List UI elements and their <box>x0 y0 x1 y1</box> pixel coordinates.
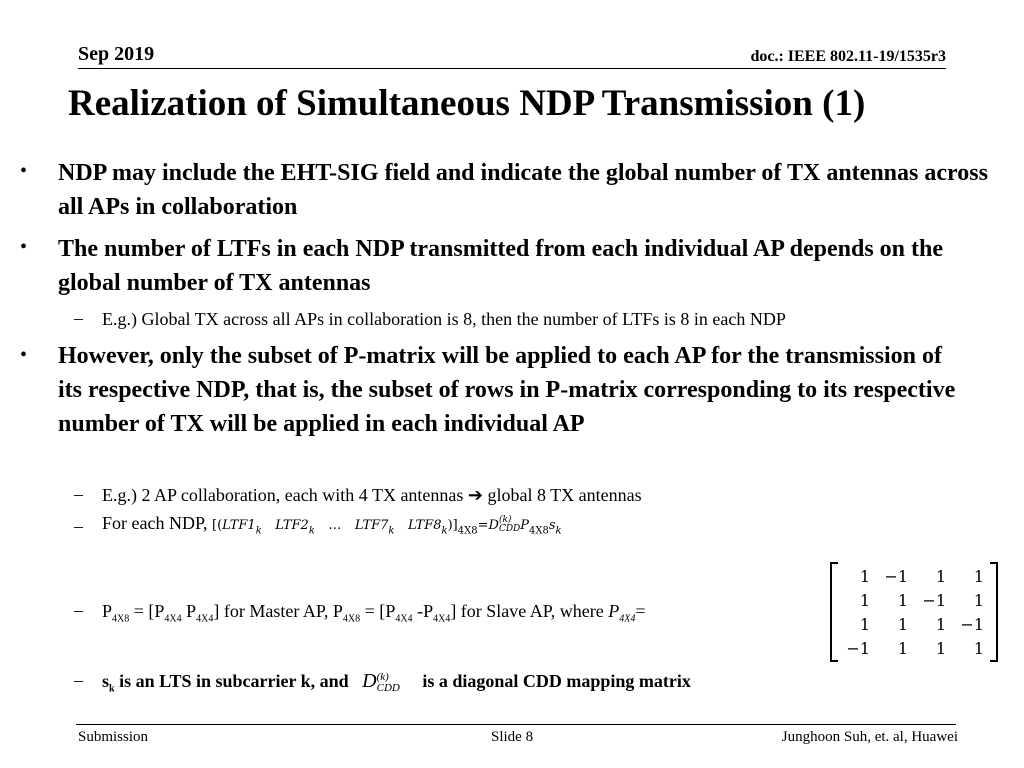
formula-ltf2: LTF2 <box>275 518 309 533</box>
p-matrix <box>830 562 998 660</box>
dash-marker: – <box>74 670 83 690</box>
p-symbol: P <box>186 601 197 621</box>
matrix-cell: 1 <box>897 638 908 658</box>
p-sub-4x8: 4X8 <box>342 613 361 625</box>
matrix-cell: 1 <box>897 590 908 610</box>
matrix-cell: 1 <box>935 638 946 658</box>
formula-ltf8: LTF8 <box>407 518 442 533</box>
matrix-bracket-right <box>990 562 998 662</box>
footer-slide-number: Slide 8 <box>491 729 534 745</box>
header-divider <box>78 68 946 69</box>
p-sub-4x4: 4X4 <box>164 613 182 625</box>
matrix-cell: 1 <box>859 590 870 610</box>
matrix-cell: 1 <box>973 638 984 658</box>
p-equals-bracket: = [ <box>129 601 155 621</box>
sub-bullet-ap-collaboration <box>102 484 642 506</box>
p-symbol: P <box>102 601 113 621</box>
matrix-row <box>838 588 990 612</box>
formula-d-sub: CDD <box>498 523 521 534</box>
p-symbol: P <box>423 601 434 621</box>
bullet-marker: • <box>20 344 28 366</box>
matrix-cell: 1 <box>935 566 946 586</box>
p-symbol: P <box>154 601 165 621</box>
matrix-bracket-left <box>830 562 838 662</box>
p-symbol: P <box>608 601 620 621</box>
p-equals: = <box>635 601 646 621</box>
sk-text: is an LTS in subcarrier k, and <box>114 671 349 691</box>
formula-p-size: 4X8 <box>529 525 549 537</box>
formula-d-sup: (k) <box>498 514 512 525</box>
p-symbol: P <box>385 601 396 621</box>
sk-end-text: is a diagonal CDD mapping matrix <box>422 671 691 691</box>
p-sub-4x4: 4X4 <box>196 613 214 625</box>
p-minus: - <box>412 601 424 621</box>
sub-bullet-global-tx: E.g.) Global TX across all APs in collaboration is 8, then the number of LTFs is 8 in each NDP <box>102 309 786 329</box>
formula-size: 4X8 <box>457 525 478 537</box>
formula-bracket-open: [( <box>212 518 223 533</box>
header-date: Sep 2019 <box>78 43 155 65</box>
sk-d-symbol: D <box>362 670 377 692</box>
matrix-cell: −1 <box>884 566 908 586</box>
matrix-cell: 1 <box>859 614 870 634</box>
matrix-cell: 1 <box>973 566 984 586</box>
formula-sub-k: k <box>255 525 262 537</box>
matrix-cell: 1 <box>935 614 946 634</box>
ap-collab-result: global 8 TX antennas <box>487 485 642 505</box>
p-sub-4x4: 4X4 <box>433 613 451 625</box>
sub-bullet-sk-lts <box>102 670 691 701</box>
p-equals-bracket: = [ <box>360 601 386 621</box>
matrix-cell: 1 <box>973 590 984 610</box>
formula-bracket-close: )] <box>447 518 458 533</box>
sk-s: s <box>102 671 110 691</box>
matrix-cell: 1 <box>897 614 908 634</box>
formula-d: D <box>488 518 499 533</box>
matrix-cell: −1 <box>960 614 984 634</box>
formula-ellipsis: … <box>328 518 342 533</box>
slide-title: Realization of Simultaneous NDP Transmission (1) <box>68 83 866 124</box>
dash-marker: – <box>74 484 83 504</box>
header-doc-id: doc.: IEEE 802.11-19/1535r3 <box>750 48 946 65</box>
sk-d-sup: (k) <box>376 670 389 683</box>
formula-ltf7: LTF7 <box>354 518 389 533</box>
formula-sub-k: k <box>308 525 315 537</box>
matrix-cell: 1 <box>859 566 870 586</box>
formula-p: P <box>520 518 530 533</box>
p-master-text: ] for Master AP, <box>213 601 333 621</box>
matrix-cell: −1 <box>846 638 870 658</box>
matrix-row <box>838 636 990 660</box>
bullet-marker: • <box>20 160 28 182</box>
p-sub-4x8: 4X8 <box>112 613 130 625</box>
formula-sub-k: k <box>388 525 395 537</box>
p-sub-4x4: 4X4 <box>395 613 413 625</box>
sub-bullet-formula <box>102 512 562 543</box>
formula-equals: = <box>477 518 489 533</box>
ap-collab-text: E.g.) 2 AP collaboration, each with 4 TX antennas <box>102 485 464 505</box>
footer-submission: Submission <box>78 729 149 745</box>
formula-s: s <box>548 518 556 533</box>
p-slave-text: ] for Slave AP, where <box>450 601 609 621</box>
p-sub-4x4: 4X4 <box>619 613 636 625</box>
p-matrix-table <box>838 564 990 660</box>
matrix-row <box>838 612 990 636</box>
bullet-1-text: NDP may include the EHT-SIG field and indicate the global number of TX antennas across all APs in collaboration <box>58 160 988 220</box>
bullet-marker: • <box>20 236 28 258</box>
sub-bullet-p-matrix <box>102 600 646 631</box>
formula-sub-k: k <box>441 525 448 537</box>
arrow-right-icon: ➔ <box>467 485 484 505</box>
bullet-3-text: However, only the subset of P-matrix will be applied to each AP for the transmission of its respective NDP, that is, the subset of rows in P-matrix corresponding to its respective number of TX will be applied in each individual AP <box>58 343 956 437</box>
sk-sub-k: k <box>109 683 115 695</box>
sk-d-scripts <box>377 672 400 694</box>
formula-sub-k: k <box>555 525 562 537</box>
matrix-row <box>838 564 990 588</box>
bullet-2-text: The number of LTFs in each NDP transmitted from each individual AP depends on the global number of TX antennas <box>58 236 943 296</box>
dash-marker: – <box>74 600 83 620</box>
p-symbol: P <box>332 601 343 621</box>
sk-d-sub: CDD <box>376 681 400 694</box>
dash-marker: – <box>74 308 83 328</box>
for-each-ndp-label: For each NDP, <box>102 513 208 533</box>
formula-ltf1: LTF1 <box>222 518 256 533</box>
dash-marker: – <box>74 516 83 536</box>
matrix-cell: −1 <box>922 590 946 610</box>
footer-divider <box>76 724 956 725</box>
formula-d-scripts <box>499 516 520 534</box>
footer-author: Junghoon Suh, et. al, Huawei <box>781 729 958 745</box>
